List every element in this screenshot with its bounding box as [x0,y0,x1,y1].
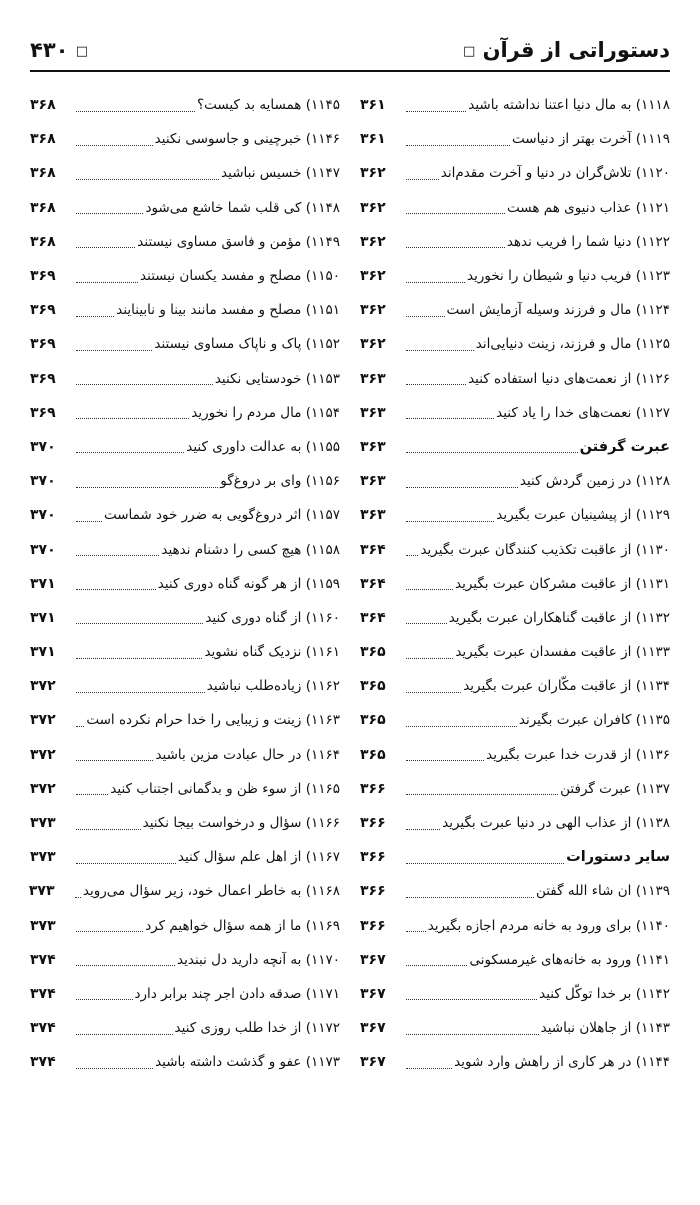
toc-entry [30,840,340,874]
toc-entry-title: ۱۱۶۵) از سوء ظن و بدگمانی اجتناب کنید [110,780,340,797]
toc-entry-page: ۳۶۲ [360,302,386,319]
toc-entry [360,327,670,361]
toc-entry [30,909,340,943]
toc-entry [360,669,670,703]
dot-leader [76,863,176,864]
dot-leader [76,829,141,830]
dot-leader [76,384,213,385]
toc-entry-title: ۱۱۲۱) عذاب دنیوی هم هست [507,199,670,216]
toc-entry-title: ۱۱۳۴) از عاقبت مکّاران عبرت بگیرید [463,678,670,695]
page-header [30,36,670,72]
toc-entry-page: ۳۶۱ [360,97,386,114]
dot-leader [76,521,102,522]
toc-entry-page: ۳۶۵ [360,644,386,661]
toc-entry [30,567,340,601]
toc-entry [360,464,670,498]
toc-entry [360,909,670,943]
toc-entry-page: ۳۶۳ [360,438,386,455]
toc-entry-page: ۳۶۹ [30,370,56,387]
toc-entry [360,293,670,327]
toc-entry-title: ۱۱۲۳) فریب دنیا و شیطان را نخورید [467,268,670,285]
toc-entry-title: ۱۱۵۱) مصلح و مفسد مانند بینا و نابینایند [116,302,340,319]
toc-entry-page: ۳۷۴ [30,951,56,968]
toc-entry-page: ۳۶۸ [30,233,56,250]
toc-entry-title: ۱۱۴۸) کی قلب شما خاشع می‌شود [145,199,340,216]
toc-entry [30,1011,340,1045]
dot-leader [76,623,203,624]
dot-leader [76,350,152,351]
dot-leader [406,452,578,453]
toc-entry [30,669,340,703]
dot-leader [76,658,202,659]
toc-entry-page: ۳۷۳ [30,815,56,832]
toc-entry [360,122,670,156]
toc-entry-page: ۳۶۷ [360,985,386,1002]
toc-entry [30,464,340,498]
dot-leader [76,589,156,590]
dot-leader [76,487,218,488]
toc-entry-title: ۱۱۷۰) به آنچه دارید دل نبندید [177,951,340,968]
toc-entry-title: ۱۱۳۸) از عذاب الهی در دنیا عبرت بگیرید [442,815,670,832]
dot-leader [406,589,453,590]
toc-entry [360,225,670,259]
dot-leader [406,760,484,761]
toc-entry [360,567,670,601]
dot-leader [76,282,138,283]
dot-leader [76,111,195,112]
toc-entry-title: ۱۱۵۴) مال مردم را نخورید [191,404,340,421]
toc-entry [30,225,340,259]
toc-entry-title: ۱۱۳۳) از عاقبت مفسدان عبرت بگیرید [455,644,670,661]
toc-entry [30,1045,340,1079]
toc-entry-page: ۳۷۱ [30,644,56,661]
toc-entry-title: ۱۱۲۰) تلاش‌گران در دنیا و آخرت مقدم‌اند [440,165,670,182]
toc-entry-title: ۱۱۶۸) به خاطر اعمال خود، زیر سؤال می‌روید [82,883,340,900]
dot-leader [76,1034,173,1035]
toc-entry-title: ۱۱۳۱) از عاقبت مشرکان عبرت بگیرید [454,575,670,592]
dot-leader [406,897,534,898]
toc-entry-page: ۳۷۳ [30,849,56,866]
toc-entry [360,772,670,806]
toc-entry-page: ۳۷۰ [30,473,56,490]
toc-entry-title: ۱۱۲۸) در زمین گردش کنید [519,473,670,490]
toc-entry [30,772,340,806]
toc-entry-page: ۳۷۳ [30,917,56,934]
dot-leader [76,965,175,966]
toc-left-column [30,88,340,1079]
toc-entry [30,156,340,190]
toc-section-heading [360,840,670,874]
toc-entry-title: ۱۱۲۶) از نعمت‌های دنیا استفاده کنید [468,370,670,387]
toc-entry-page: ۳۷۲ [30,712,56,729]
dot-leader [406,829,440,830]
toc-entry-page: ۳۶۴ [360,575,386,592]
dot-leader [76,555,159,556]
dot-leader [76,760,153,761]
toc-entry-title: ۱۱۳۷) عبرت گرفتن [560,780,670,797]
toc-entry-title: ۱۱۷۳) عفو و گذشت داشته باشید [155,1054,340,1071]
toc-entry-title: ۱۱۶۱) نزدیک گناه نشوید [204,644,340,661]
toc-entry [360,191,670,225]
toc-entry-title: ۱۱۳۲) از عاقبت گناهکاران عبرت بگیرید [448,609,670,626]
dot-leader [76,692,205,693]
dot-leader [406,384,466,385]
toc-entry-title: ۱۱۶۲) زیاده‌طلب نباشید [206,678,340,695]
dot-leader [406,145,510,146]
dot-leader [76,452,184,453]
toc-entry-page: ۳۶۵ [360,678,386,695]
toc-entry [30,191,340,225]
toc-entry [360,532,670,566]
toc-entry [360,601,670,635]
toc-entry-page: ۳۶۷ [360,1054,386,1071]
toc-entry-title: ۱۱۶۰) از گناه دوری کنید [205,609,340,626]
toc-entry [30,738,340,772]
toc-entry-title: ۱۱۴۴) در هر کاری از راهش وارد شوید [454,1054,670,1071]
toc-entry [30,532,340,566]
toc-entry-title: ۱۱۲۹) از پیشینیان عبرت بگیرید [496,507,670,524]
toc-entry-title: ۱۱۳۵) کافران عبرت بگیرند [518,712,670,729]
toc-entry-title: ۱۱۵۷) اثر دروغ‌گویی به ضرر خود شماست [103,507,340,524]
toc-entry-page: ۳۶۷ [360,1020,386,1037]
toc-entry [30,327,340,361]
toc-entry-title: ۱۱۴۶) خبرچینی و جاسوسی نکنید [154,131,340,148]
toc-entry-page: ۳۶۳ [360,507,386,524]
toc-entry-title: ۱۱۲۵) مال و فرزند، زینت دنیایی‌اند [475,336,670,353]
toc-right-column [360,88,670,1079]
dot-leader [406,931,426,932]
toc-entry-page: ۳۶۵ [360,746,386,763]
toc-entry-page: ۳۷۳ [28,883,55,900]
toc-entry-title: ۱۱۴۹) مؤمن و فاسق مساوی نیستند [137,233,340,250]
toc-entry-page: ۳۷۰ [30,438,56,455]
toc-entry-page: ۳۶۳ [360,404,386,421]
dot-leader [406,555,418,556]
toc-entry-page: ۳۶۱ [360,131,386,148]
toc-entry-page: ۳۷۲ [30,678,56,695]
toc-entry-page: ۳۶۵ [360,712,386,729]
toc-entry-page: ۳۶۹ [30,302,56,319]
toc-entry [360,703,670,737]
toc-entry-page: ۳۶۲ [360,165,386,182]
dot-leader [406,521,494,522]
toc-entry [30,88,340,122]
toc-entry-title: ۱۱۴۰) برای ورود به خانه مردم اجازه بگیرید [427,917,670,934]
dot-leader [76,179,219,180]
toc-entry [30,977,340,1011]
toc-entry [30,874,340,908]
toc-entry-page: ۳۶۸ [30,97,56,114]
toc-entry-page: ۳۶۷ [360,951,386,968]
dot-leader [406,692,461,693]
book-title-text: دستوراتی از قرآن [482,38,670,62]
toc-entry-page: ۳۶۳ [360,370,386,387]
toc-entry-title: ۱۱۵۳) خودستایی نکنید [214,370,340,387]
toc-entry-page: ۳۶۸ [30,131,56,148]
toc-entry-page: ۳۶۸ [30,165,56,182]
toc-entry-page: ۳۷۴ [30,985,56,1002]
toc-entry [30,259,340,293]
dot-leader [406,213,505,214]
toc-entry-title: ۱۱۵۰) مصلح و مفسد یکسان نیستند [140,268,340,285]
toc-entry-title: ۱۱۶۹) ما از همه سؤال خواهیم کرد [145,917,340,934]
toc-entry-title: ۱۱۵۲) پاک و ناپاک مساوی نیستند [154,336,340,353]
toc-entry-title: ۱۱۴۱) ورود به خانه‌های غیرمسکونی [469,951,670,968]
toc-entry-page: ۳۶۲ [360,268,386,285]
dot-leader [75,897,81,898]
dot-leader [406,623,447,624]
dot-leader [76,316,114,317]
toc-entry [360,498,670,532]
dot-leader [406,316,445,317]
toc-entry [360,156,670,190]
toc-entry-page: ۳۶۹ [30,336,56,353]
dot-leader [406,999,537,1000]
dot-leader [76,1068,153,1069]
toc-section-heading [360,430,670,464]
dot-leader [76,794,108,795]
toc-entry-page: ۳۷۴ [30,1054,56,1071]
dot-leader [406,282,465,283]
toc-entry-page: ۳۶۲ [360,199,386,216]
toc-entry-title: ۱۱۲۴) مال و فرزند وسیله آزمایش است [446,302,670,319]
toc-entry-page: ۳۷۲ [30,746,56,763]
toc-entry [360,1045,670,1079]
toc-entry [360,88,670,122]
dot-leader [406,863,564,864]
toc-entry-page: ۳۶۶ [360,849,386,866]
toc-entry-title: ۱۱۶۴) در حال عبادت مزین باشید [155,746,340,763]
toc-entry [360,977,670,1011]
square-icon: □ [75,44,89,59]
toc-entry-page: ۳۷۱ [30,575,56,592]
toc-entry-page: ۳۷۱ [30,609,56,626]
dot-leader [406,965,467,966]
dot-leader [76,726,84,727]
toc-entry-title: عبرت گرفتن [579,438,670,455]
toc-entry-title: ۱۱۲۷) نعمت‌های خدا را یاد کنید [496,404,670,421]
toc-entry [360,738,670,772]
toc-entry [360,943,670,977]
toc-entry [30,703,340,737]
dot-leader [406,726,517,727]
page-number-text: ۴۳۰ [30,38,69,62]
toc-entry [360,1011,670,1045]
toc-entry-title: ۱۱۵۵) به عدالت داوری کنید [186,438,340,455]
toc-entry [30,122,340,156]
toc-entry-title: ۱۱۵۶) وای بر دروغ‌گو [220,473,340,490]
toc-entry-title: ۱۱۴۵) همسایه بد کیست؟ [196,97,340,114]
dot-leader [406,487,518,488]
dot-leader [76,145,153,146]
toc-entry-title: ۱۱۳۰) از عاقبت تکذیب کنندگان عبرت بگیرید [420,541,670,558]
toc-entry-page: ۳۶۹ [30,268,56,285]
toc-entry-page: ۳۶۶ [360,780,386,797]
toc-entry-page: ۳۶۲ [360,233,386,250]
toc-entry-page: ۳۷۰ [30,507,56,524]
toc-entry [360,396,670,430]
toc-entry-title: ۱۱۴۳) از جاهلان نباشید [540,1020,670,1037]
toc-entry [360,362,670,396]
toc-entry-title: ۱۱۲۲) دنیا شما را فریب ندهد [506,233,670,250]
dot-leader [76,418,189,419]
toc-entry [360,806,670,840]
dot-leader [76,213,143,214]
toc-entry-page: ۳۷۴ [30,1020,56,1037]
page-number [30,38,88,62]
toc-entry [30,293,340,327]
toc-entry-page: ۳۷۰ [30,541,56,558]
toc-entry-title: ۱۱۶۳) زینت و زیبایی را خدا حرام نکرده است [86,712,340,729]
dot-leader [406,418,494,419]
dot-leader [406,794,558,795]
toc-entry-title: ۱۱۷۱) صدقه دادن اجر چند برابر دارد [134,985,340,1002]
toc-entry-page: ۳۶۴ [360,541,386,558]
toc-entry [360,874,670,908]
toc-entry [30,943,340,977]
book-title [463,38,670,62]
toc-entry-title: ۱۱۷۲) از خدا طلب روزی کنید [174,1020,340,1037]
dot-leader [406,247,505,248]
toc-entry [30,396,340,430]
dot-leader [76,247,135,248]
toc-entry [360,259,670,293]
toc-entry-title: ۱۱۳۹) ان شاء الله گفتن [535,883,670,900]
toc-entry-title: سایر دستورات [566,849,670,866]
toc-entry-page: ۳۶۳ [360,473,386,490]
dot-leader [76,931,143,932]
toc-entry [30,498,340,532]
toc-entry-page: ۳۶۹ [30,404,56,421]
toc-entry-title: ۱۱۱۸) به مال دنیا اعتنا نداشته باشید [468,97,670,114]
header-divider [30,70,670,72]
toc-entry-title: ۱۱۱۹) آخرت بهتر از دنیاست [512,131,670,148]
toc-entry-title: ۱۱۵۸) هیچ کسی را دشنام ندهید [161,541,340,558]
dot-leader [76,999,133,1000]
toc-entry-page: ۳۶۲ [360,336,386,353]
toc-entry [30,601,340,635]
toc-entry [30,806,340,840]
dot-leader [406,658,453,659]
square-icon: □ [462,44,476,59]
toc-entry-page: ۳۶۶ [360,917,386,934]
toc-entry-title: ۱۱۵۹) از هر گونه گناه دوری کنید [157,575,340,592]
dot-leader [406,111,466,112]
dot-leader [406,350,474,351]
toc-entry-title: ۱۱۴۲) بر خدا توکّل کنید [539,985,670,1002]
toc-entry-title: ۱۱۶۷) از اهل علم سؤال کنید [177,849,340,866]
toc-entry [30,430,340,464]
toc-entry-page: ۳۶۶ [360,815,386,832]
toc-entry-page: ۳۷۲ [30,780,56,797]
dot-leader [406,179,439,180]
toc-entry [30,635,340,669]
toc-entry-page: ۳۶۶ [360,883,386,900]
toc-entry-title: ۱۱۶۶) سؤال و درخواست بیجا نکنید [142,815,340,832]
dot-leader [406,1034,539,1035]
dot-leader [406,1068,452,1069]
toc-entry-page: ۳۶۴ [360,609,386,626]
toc-entry-title: ۱۱۴۷) خسیس نباشید [221,165,340,182]
toc-entry [360,635,670,669]
toc-entry [30,362,340,396]
toc-entry-title: ۱۱۳۶) از قدرت خدا عبرت بگیرید [486,746,670,763]
toc-entry-page: ۳۶۸ [30,199,56,216]
